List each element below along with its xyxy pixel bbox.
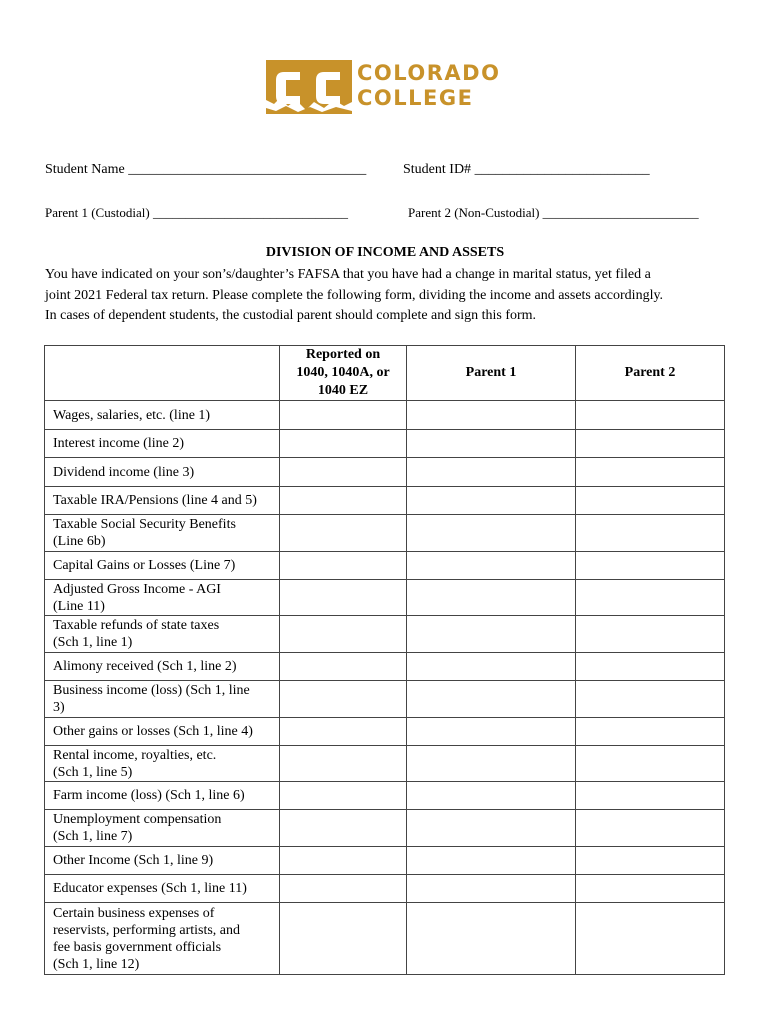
reported-cell[interactable] bbox=[280, 875, 407, 903]
table-row bbox=[45, 782, 725, 810]
parent1-cell[interactable] bbox=[407, 653, 576, 681]
intro-paragraph bbox=[45, 265, 735, 327]
student-id-line[interactable]: _________________________ bbox=[474, 162, 650, 177]
table-row bbox=[45, 616, 725, 653]
reported-cell[interactable] bbox=[280, 903, 407, 975]
row-label bbox=[45, 653, 280, 681]
row-label-line: fee basis government officials bbox=[53, 939, 222, 955]
reported-cell[interactable] bbox=[280, 847, 407, 875]
row-label-line: Taxable IRA/Pensions (line 4 and 5) bbox=[53, 493, 257, 508]
row-label bbox=[45, 487, 280, 515]
parent2-cell[interactable] bbox=[576, 487, 725, 515]
row-label-line: Taxable refunds of state taxes bbox=[53, 618, 220, 633]
row-label-line: (Sch 1, line 1) bbox=[53, 635, 133, 650]
student-name-field[interactable] bbox=[45, 162, 366, 178]
row-label-line: (Sch 1, line 12) bbox=[53, 956, 140, 972]
parent1-cell[interactable] bbox=[407, 746, 576, 782]
parent1-cell[interactable] bbox=[407, 616, 576, 653]
row-label-line: Rental income, royalties, etc. bbox=[53, 747, 217, 763]
parent1-cell[interactable] bbox=[407, 552, 576, 580]
student-name-label: Student Name bbox=[45, 162, 125, 177]
parent2-cell[interactable] bbox=[576, 875, 725, 903]
reported-cell[interactable] bbox=[280, 681, 407, 718]
parent1-cell[interactable] bbox=[407, 903, 576, 975]
row-label bbox=[45, 746, 280, 782]
row-label-line: Farm income (loss) (Sch 1, line 6) bbox=[53, 788, 245, 803]
row-label-line: (Line 11) bbox=[53, 598, 105, 614]
row-label-line: Alimony received (Sch 1, line 2) bbox=[53, 659, 237, 674]
table-row bbox=[45, 430, 725, 458]
intro-line: joint 2021 Federal tax return. Please complete the following form, dividing the income and assets accordingly. bbox=[45, 287, 664, 303]
table-header-row bbox=[45, 346, 725, 401]
table-row bbox=[45, 580, 725, 616]
table-row bbox=[45, 847, 725, 875]
row-label bbox=[45, 430, 280, 458]
row-label bbox=[45, 515, 280, 552]
student-id-field[interactable] bbox=[403, 162, 650, 178]
table-row bbox=[45, 458, 725, 487]
parent2-cell[interactable] bbox=[576, 847, 725, 875]
parent1-label: Parent 1 (Custodial) bbox=[45, 205, 150, 220]
reported-cell[interactable] bbox=[280, 782, 407, 810]
row-label-line: (Line 6b) bbox=[53, 534, 106, 549]
row-label bbox=[45, 782, 280, 810]
row-label bbox=[45, 903, 280, 975]
student-id-label: Student ID# bbox=[403, 162, 472, 177]
parent1-cell[interactable] bbox=[407, 580, 576, 616]
intro-line: In cases of dependent students, the custodial parent should complete and sign this form. bbox=[45, 308, 537, 323]
parent1-cell[interactable] bbox=[407, 681, 576, 718]
row-label bbox=[45, 847, 280, 875]
parent2-cell[interactable] bbox=[576, 810, 725, 847]
row-label bbox=[45, 875, 280, 903]
parent1-cell[interactable] bbox=[407, 401, 576, 430]
parent1-cell[interactable] bbox=[407, 515, 576, 552]
logo-line-2: COLLEGE bbox=[357, 86, 474, 110]
row-label bbox=[45, 401, 280, 430]
row-label-line: Unemployment compensation bbox=[53, 812, 222, 827]
header-reported bbox=[280, 346, 407, 401]
row-label-line: Interest income (line 2) bbox=[53, 436, 185, 451]
header-reported-line: 1040, 1040A, or bbox=[296, 365, 390, 380]
parent1-line[interactable]: ______________________________ bbox=[152, 205, 348, 220]
row-label-line: Capital Gains or Losses (Line 7) bbox=[53, 558, 236, 573]
row-label bbox=[45, 458, 280, 487]
row-label-line: Educator expenses (Sch 1, line 11) bbox=[53, 881, 247, 896]
row-label bbox=[45, 580, 280, 616]
header-parent2: Parent 2 bbox=[576, 346, 725, 401]
reported-cell[interactable] bbox=[280, 718, 407, 746]
colorado-college-logo bbox=[266, 58, 511, 116]
reported-cell[interactable] bbox=[280, 580, 407, 616]
header-blank-cell bbox=[45, 346, 280, 401]
table-row bbox=[45, 653, 725, 681]
row-label bbox=[45, 810, 280, 847]
reported-cell[interactable] bbox=[280, 746, 407, 782]
parent1-field[interactable] bbox=[45, 205, 348, 221]
header-reported-line: Reported on bbox=[305, 347, 381, 362]
row-label bbox=[45, 552, 280, 580]
parent1-cell[interactable] bbox=[407, 487, 576, 515]
row-label-line: Other Income (Sch 1, line 9) bbox=[53, 853, 214, 868]
parent2-cell[interactable] bbox=[576, 746, 725, 782]
parent2-cell[interactable] bbox=[576, 515, 725, 552]
parent1-cell[interactable] bbox=[407, 718, 576, 746]
reported-cell[interactable] bbox=[280, 515, 407, 552]
table-row bbox=[45, 875, 725, 903]
row-label-line: Other gains or losses (Sch 1, line 4) bbox=[53, 724, 253, 739]
reported-cell[interactable] bbox=[280, 552, 407, 580]
parent2-label: Parent 2 (Non-Custodial) bbox=[408, 205, 540, 220]
table-row bbox=[45, 487, 725, 515]
intro-line: You have indicated on your son’s/daughter’s FAFSA that you have had a change in marital status, yet filed a bbox=[45, 267, 651, 282]
row-label-line: Taxable Social Security Benefits bbox=[53, 517, 236, 532]
row-label bbox=[45, 616, 280, 653]
row-label-line: (Sch 1, line 5) bbox=[53, 764, 133, 780]
parent2-line[interactable]: ________________________ bbox=[542, 205, 699, 220]
parent2-cell[interactable] bbox=[576, 653, 725, 681]
reported-cell[interactable] bbox=[280, 616, 407, 653]
logo-line-1: COLORADO bbox=[357, 61, 501, 85]
income-division-table bbox=[44, 345, 725, 975]
row-label bbox=[45, 718, 280, 746]
header-parent1: Parent 1 bbox=[407, 346, 576, 401]
table-row bbox=[45, 681, 725, 718]
parent1-cell[interactable] bbox=[407, 458, 576, 487]
parent1-cell[interactable] bbox=[407, 810, 576, 847]
reported-cell[interactable] bbox=[280, 487, 407, 515]
student-name-line[interactable]: __________________________________ bbox=[128, 162, 367, 177]
cc-mountain-logo-icon bbox=[266, 58, 352, 116]
parent1-cell[interactable] bbox=[407, 875, 576, 903]
row-label bbox=[45, 681, 280, 718]
parent2-cell[interactable] bbox=[576, 401, 725, 430]
row-label-line: Dividend income (line 3) bbox=[53, 464, 195, 480]
table-row bbox=[45, 810, 725, 847]
table-row bbox=[45, 552, 725, 580]
parent2-cell[interactable] bbox=[576, 903, 725, 975]
reported-cell[interactable] bbox=[280, 401, 407, 430]
row-label-line: Business income (loss) (Sch 1, line bbox=[53, 683, 250, 698]
reported-cell[interactable] bbox=[280, 653, 407, 681]
row-label-line: reservists, performing artists, and bbox=[53, 922, 241, 938]
table-row bbox=[45, 718, 725, 746]
parent2-cell[interactable] bbox=[576, 782, 725, 810]
row-label-line: (Sch 1, line 7) bbox=[53, 829, 133, 844]
table-row bbox=[45, 515, 725, 552]
reported-cell[interactable] bbox=[280, 810, 407, 847]
parent2-cell[interactable] bbox=[576, 458, 725, 487]
parent2-cell[interactable] bbox=[576, 552, 725, 580]
header-reported-line: 1040 EZ bbox=[317, 383, 369, 398]
parent2-cell[interactable] bbox=[576, 718, 725, 746]
table-row bbox=[45, 903, 725, 975]
parent2-cell[interactable] bbox=[576, 616, 725, 653]
table-row bbox=[45, 746, 725, 782]
parent2-cell[interactable] bbox=[576, 681, 725, 718]
row-label-line: Certain business expenses of bbox=[53, 905, 215, 921]
parent2-field[interactable] bbox=[408, 205, 699, 221]
row-label-line: 3) bbox=[53, 700, 65, 715]
parent1-cell[interactable] bbox=[407, 782, 576, 810]
reported-cell[interactable] bbox=[280, 430, 407, 458]
row-label-line: Adjusted Gross Income - AGI bbox=[53, 581, 221, 597]
reported-cell[interactable] bbox=[280, 458, 407, 487]
form-title: DIVISION OF INCOME AND ASSETS bbox=[265, 245, 505, 260]
parent1-cell[interactable] bbox=[407, 847, 576, 875]
table-row bbox=[45, 401, 725, 430]
parent1-cell[interactable] bbox=[407, 430, 576, 458]
logo-wordmark bbox=[357, 61, 500, 111]
row-label-line: Wages, salaries, etc. (line 1) bbox=[53, 407, 211, 423]
parent2-cell[interactable] bbox=[576, 580, 725, 616]
parent2-cell[interactable] bbox=[576, 430, 725, 458]
